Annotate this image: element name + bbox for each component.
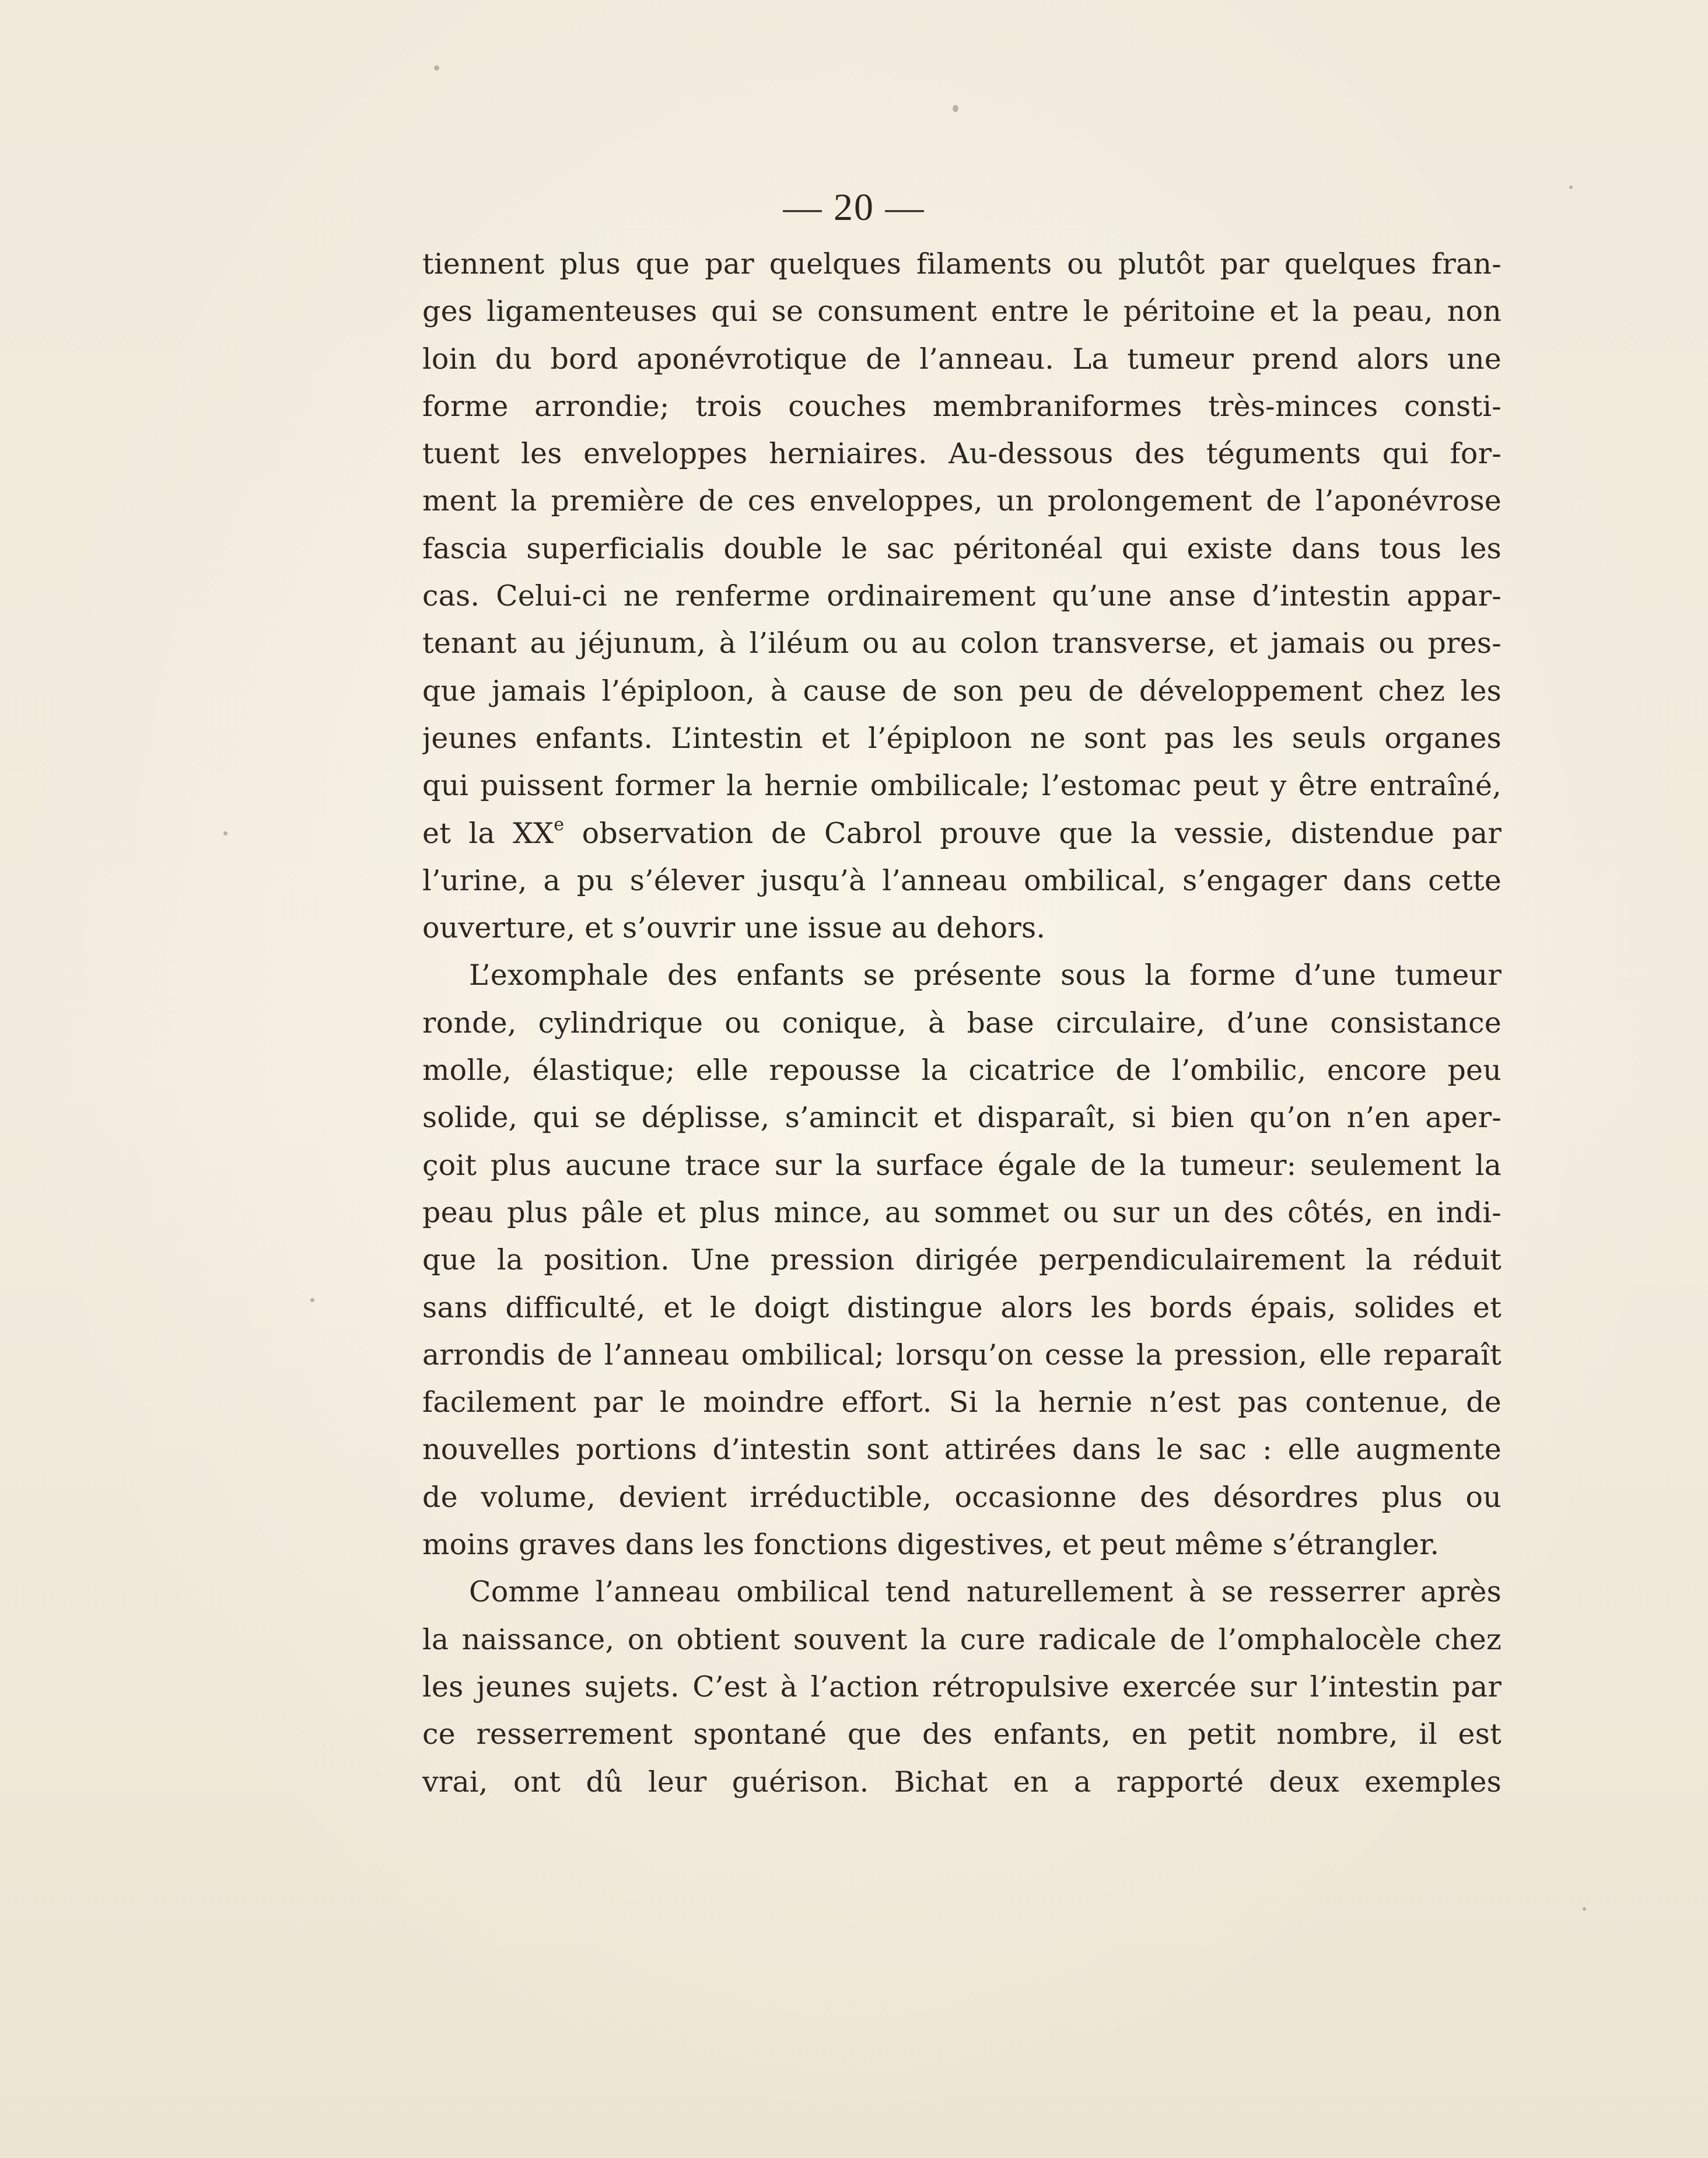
text-line: vrai, ont dû leur guérison. Bichat en a rapporté deux exemples [422,1765,1502,1799]
body-text [422,240,1502,1806]
text-line: ment la première de ces enveloppes, un prolongement de l’aponévrose [422,484,1502,518]
text-line: qui puissent former la hernie ombilicale; l’estomac peut y être entraîné, [422,769,1502,803]
paper-speck [953,105,958,112]
paper-speck [1569,186,1573,189]
text-line: l’urine, a pu s’élever jusqu’à l’anneau ombilical, s’engager dans cette [422,863,1502,897]
paper-speck [434,65,439,71]
text-line: loin du bord aponévrotique de l’anneau. La tumeur prend alors une [422,342,1502,376]
text-segment: et la XX [422,816,554,850]
text-line: que jamais l’épiploon, à cause de son peu de développement chez les [422,674,1502,708]
superscript: e [554,814,565,835]
text-line: çoit plus aucune trace sur la surface égale de la tumeur: seulement la [422,1148,1502,1182]
text-line: Comme l’anneau ombilical tend naturellement à se resserrer après [469,1575,1502,1609]
text-line [422,810,1502,857]
text-line: jeunes enfants. L’intestin et l’épiploon ne sont pas les seuls organes [422,721,1502,755]
text-line: molle, élastique; elle repousse la cicatrice de l’ombilic, encore peu [422,1054,1502,1087]
text-line: la naissance, on obtient souvent la cure radicale de l’omphalocèle chez [422,1622,1502,1656]
text-line: solide, qui se déplisse, s’amincit et disparaît, si bien qu’on n’en aper- [422,1101,1502,1135]
text-line: que la position. Une pression dirigée perpendiculairement la réduit [422,1243,1502,1277]
text-line: forme arrondie; trois couches membraniformes très-minces consti- [422,389,1502,423]
paper-speck [310,1298,314,1302]
text-line: sans difficulté, et le doigt distingue alors les bords épais, solides et [422,1290,1502,1324]
text-line: les jeunes sujets. C’est à l’action rétropulsive exercée sur l’intestin par [422,1670,1502,1704]
text-line: ce resserrement spontané que des enfants, en petit nombre, il est [422,1718,1502,1751]
text-line: ouverture, et s’ouvrir une issue au dehors. [422,911,1046,945]
text-line: nouvelles portions d’intestin sont attirées dans le sac : elle augmente [422,1433,1502,1467]
text-line: tuent les enveloppes herniaires. Au-dessous des téguments qui for- [422,437,1502,471]
text-line: ges ligamenteuses qui se consument entre le péritoine et la peau, non [422,295,1502,328]
page-number: — 20 — [783,186,925,229]
text-line: de volume, devient irréductible, occasionne des désordres plus ou [422,1480,1502,1514]
text-line: L’exomphale des enfants se présente sous la forme d’une tumeur [469,959,1502,992]
text-line: cas. Celui-ci ne renferme ordinairement qu’une anse d’intestin appar- [422,579,1502,613]
paper-speck [223,831,228,835]
paper-speck [1583,1907,1586,1911]
text-line: tenant au jéjunum, à l’iléum ou au colon transverse, et jamais ou pres- [422,627,1502,660]
text-line: moins graves dans les fonctions digestives, et peut même s’étrangler. [422,1528,1440,1562]
text-segment: observation de Cabrol prouve que la vessie, distendue par [564,816,1502,850]
text-line: arrondis de l’anneau ombilical; lorsqu’on cesse la pression, elle reparaît [422,1338,1502,1372]
text-line: tiennent plus que par quelques filaments ou plutôt par quelques fran- [422,247,1502,281]
text-line: facilement par le moindre effort. Si la hernie n’est pas contenue, de [422,1386,1502,1419]
text-line: peau plus pâle et plus mince, au sommet ou sur un des côtés, en indi- [422,1195,1502,1229]
text-line: ronde, cylindrique ou conique, à base circulaire, d’une consistance [422,1006,1502,1040]
text-line: fascia superficialis double le sac péritonéal qui existe dans tous les [422,531,1502,565]
